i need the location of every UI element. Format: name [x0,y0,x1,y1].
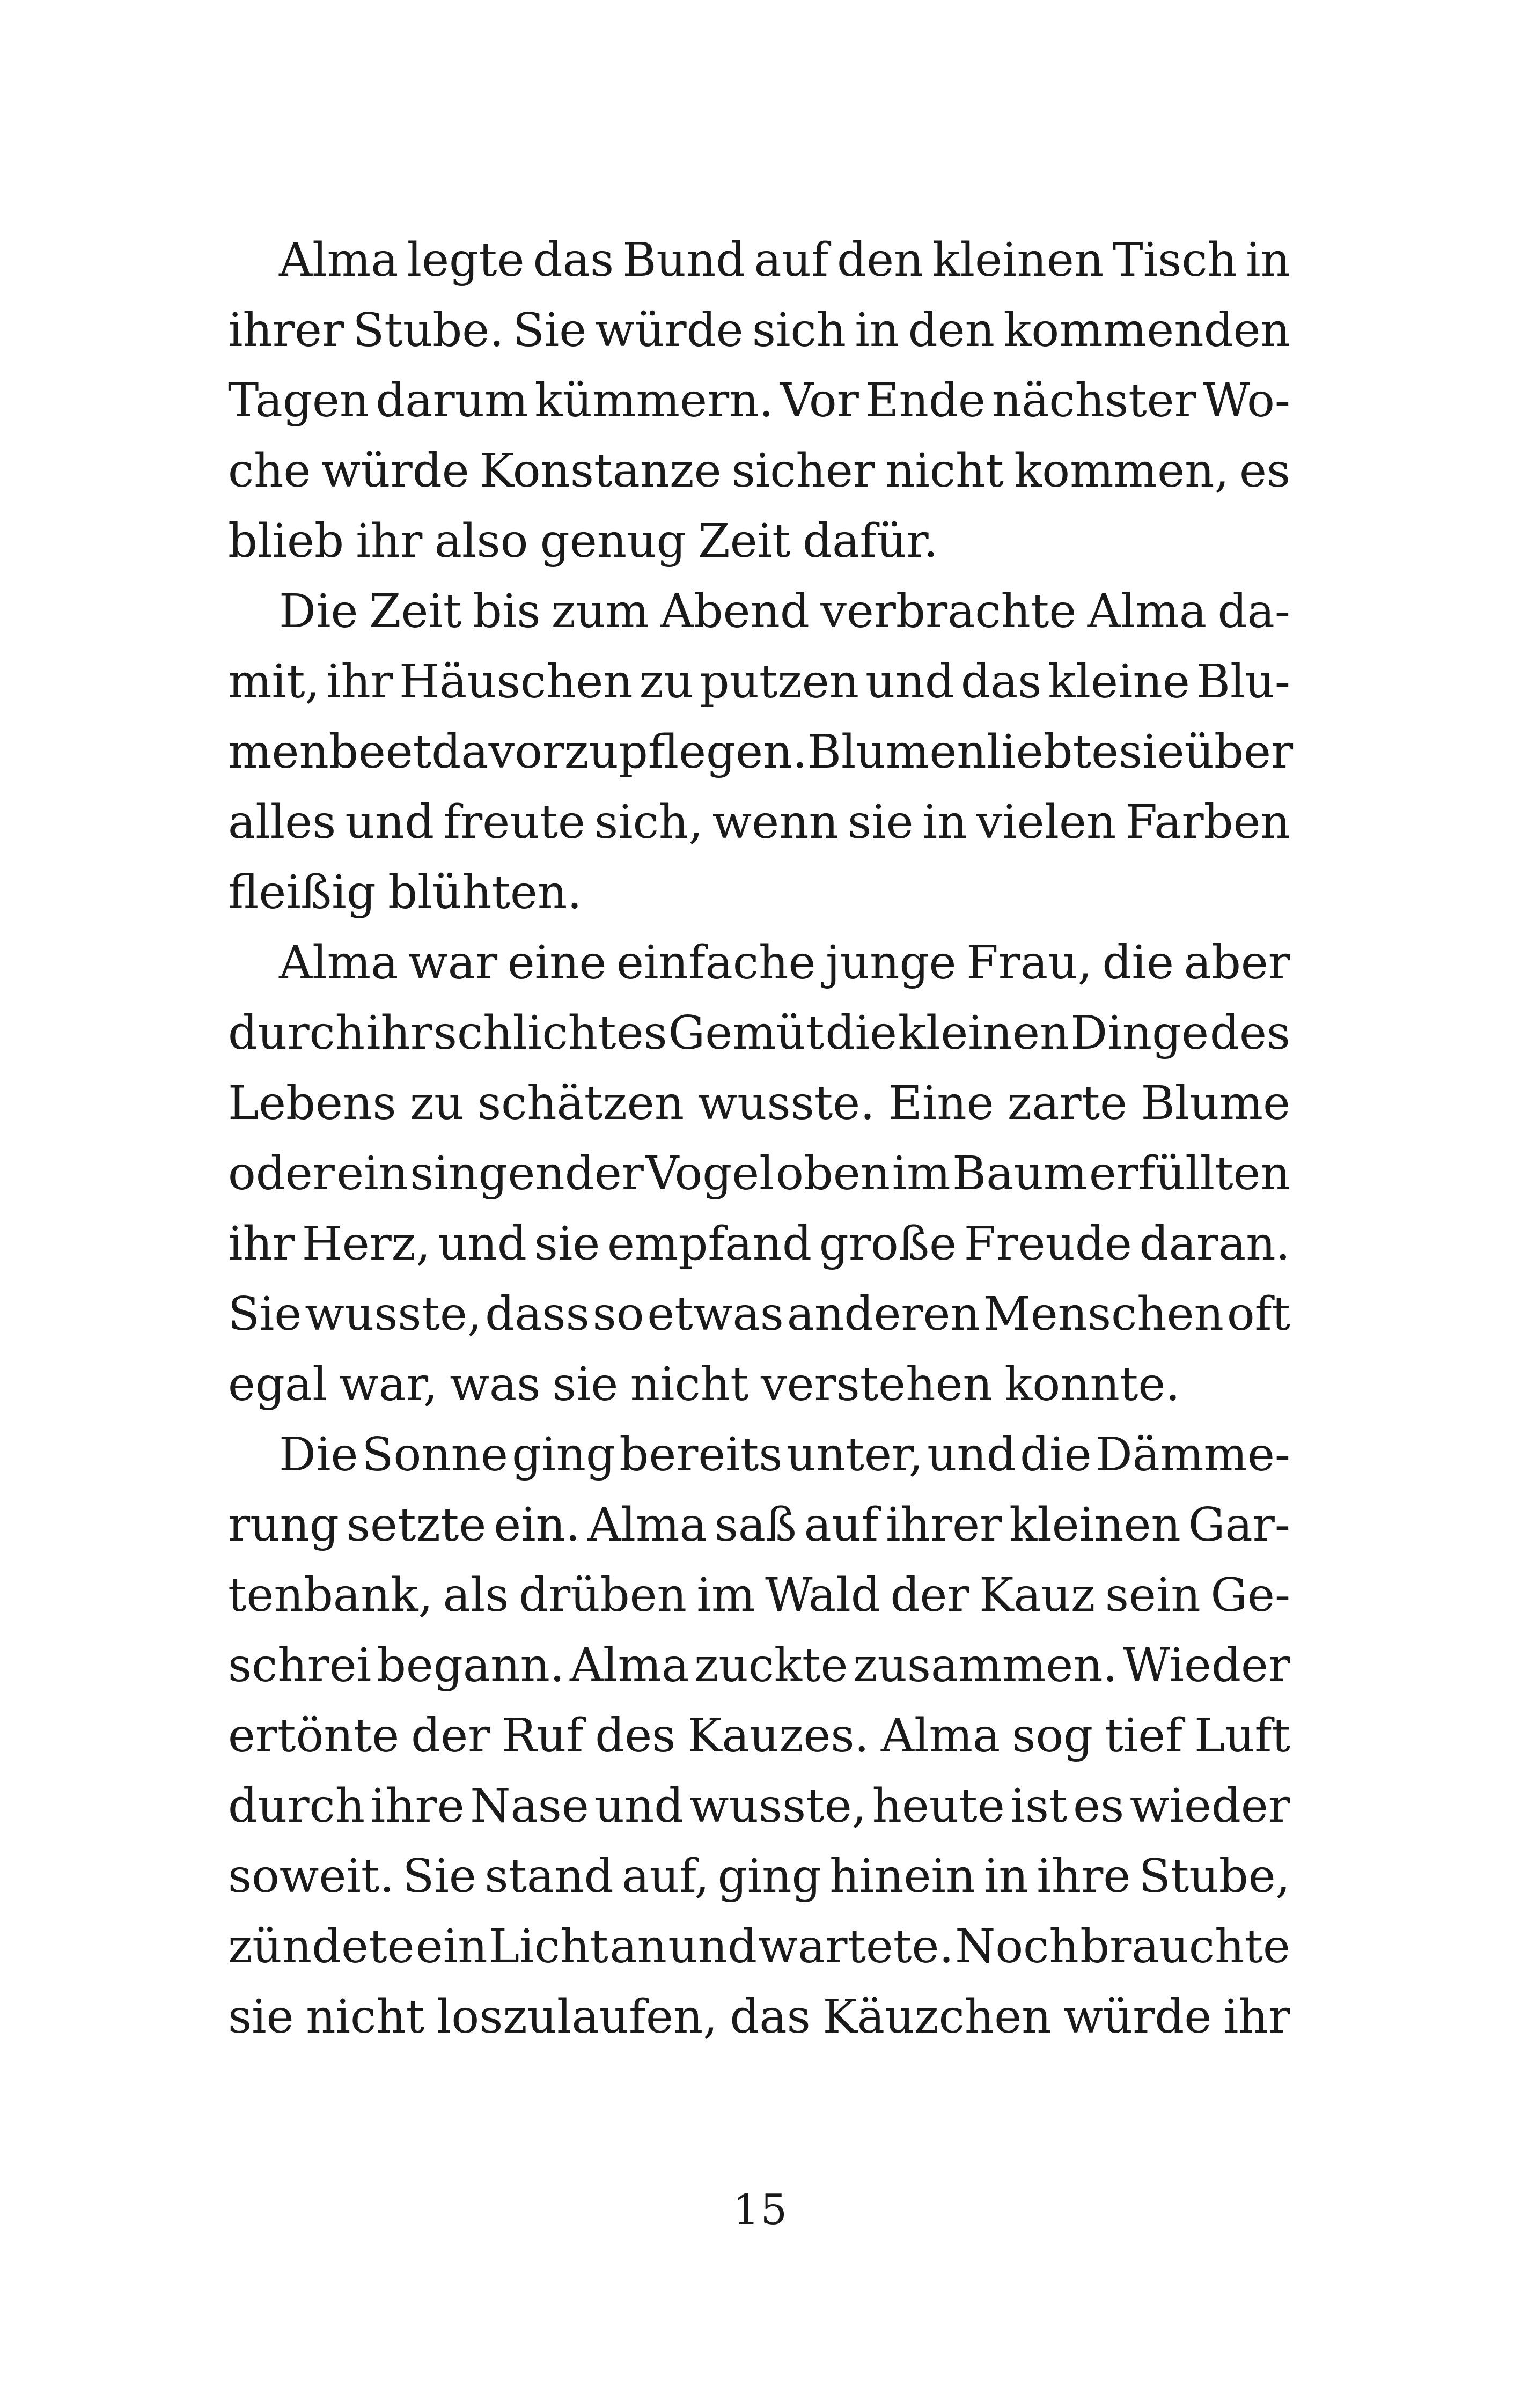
word: Frau, [966,936,1092,990]
word: erfüllten [1089,1147,1290,1201]
word: würde [595,304,744,357]
word: nicht [306,1990,425,2044]
word: Ende [865,374,986,428]
word: durch [228,1779,365,1833]
word: wieder [1129,1779,1290,1833]
word: was [450,1358,541,1411]
word: drüben [519,1568,687,1622]
word: vielen [976,796,1116,849]
word: Freude [964,1217,1132,1271]
word: würde [1063,1990,1212,2044]
word: und [927,1428,1016,1482]
word: Tisch [1112,233,1237,287]
word: Alma [1087,585,1207,638]
word: putzen [700,655,859,709]
word: daran. [1139,1217,1290,1271]
word: ertönte [228,1709,400,1763]
word: anderen [787,1287,980,1341]
word: Vogel [645,1147,774,1201]
text-line [228,1631,1290,1701]
text-line [228,647,1290,717]
text-line [228,296,1290,366]
text-line [228,506,1290,577]
word: sich [752,304,847,357]
word: ist [1010,1779,1068,1833]
word: aber [1184,936,1290,990]
word: in [1246,233,1290,287]
word: ihre [1037,1850,1131,1903]
word: Kauzes. [687,1709,869,1763]
word: Luft [1194,1709,1290,1763]
word: oder [228,1147,335,1201]
word: es [1073,1779,1125,1833]
word: Bund [622,233,746,287]
word: bis [472,585,541,638]
text-line [228,436,1290,506]
word: des [1209,1006,1290,1060]
word: und [594,1779,684,1833]
word: ihr [1223,1990,1290,2044]
word: fleißig [228,866,376,919]
word: sie [847,796,914,849]
word: Nase [470,1779,589,1833]
word: den [837,233,924,287]
word: war [408,936,498,990]
text-line [228,998,1290,1069]
word: zuckte [694,1639,848,1692]
word: Zeit [369,585,462,638]
word: dass [485,1287,590,1341]
word: etwas [647,1287,784,1341]
word: kleine [1048,655,1190,709]
word: zum [551,585,650,638]
word: Wald [765,1568,880,1622]
word: pflegen. [618,725,807,779]
word: und [865,655,954,709]
word: oben [776,1147,891,1201]
text-line [228,787,1290,858]
word: Die [279,585,358,638]
word: kümmern. [534,374,774,428]
word: begann. [376,1639,565,1692]
word: Stube, [1138,1850,1290,1903]
word: Herz, [302,1217,431,1271]
word: Dämme- [1095,1428,1290,1482]
word: Häuschen [399,655,633,709]
word: Kauz [979,1568,1096,1622]
word: Konstanze [479,444,722,498]
word: war, [339,1358,438,1411]
word: nicht [885,444,1004,498]
body-text [228,225,1294,2052]
word: auf [804,1498,879,1552]
word: oft [1226,1287,1290,1341]
word: wusste, [305,1287,482,1341]
word: ihrer [228,304,344,357]
word: sie [1119,725,1185,779]
word: zu [409,1077,464,1130]
word: die [825,1006,897,1060]
word: schlichtes [433,1006,667,1060]
word: Alma [880,1709,1001,1763]
word: über [1184,725,1294,779]
word: Sonne [362,1428,508,1482]
text-line [228,928,1290,998]
word: es [1239,444,1290,498]
text-line [228,1069,1290,1139]
word: zu [564,725,619,779]
word: Stube. [352,304,504,357]
word: ging [717,1850,821,1903]
word: liebte [986,725,1119,779]
word: blieb [228,514,344,568]
word: ihr [356,514,423,568]
word: setzte [346,1498,487,1552]
word: Gar- [1188,1498,1290,1552]
word: einfache [616,936,816,990]
word: Wieder [1122,1639,1290,1692]
word: des [595,1709,676,1763]
word: ihr [365,1006,432,1060]
word: Sie [228,1287,302,1341]
word: schrei [228,1639,372,1692]
word: die [1102,936,1174,990]
word: Licht [489,1920,608,1973]
word: Zeit [697,514,791,568]
word: und [345,796,435,849]
word: der [890,1568,969,1622]
word: an [609,1920,667,1973]
word: zündete [228,1920,415,1973]
word: Alma [569,1639,689,1692]
word: heute [872,1779,1005,1833]
word: Ge- [1210,1568,1290,1622]
word: dafür. [803,514,938,568]
word: ihre [370,1779,465,1833]
word: empfand [607,1217,812,1271]
word: schätzen [477,1077,685,1130]
word: ein. [494,1498,581,1552]
word: sog [1012,1709,1093,1763]
text-line [228,1490,1290,1560]
word: wusste. [697,1077,875,1130]
word: konnte. [1004,1358,1180,1411]
text-line [228,1350,1290,1420]
word: Alma [279,936,399,990]
word: in [983,1850,1028,1903]
text-line [228,1139,1290,1209]
word: Die [279,1428,358,1482]
word: hinein [829,1850,976,1903]
word: ihr [228,1217,295,1271]
word: Noch [955,1920,1079,1973]
word: Blume [1141,1077,1290,1130]
word: loszulaufen, [436,1990,718,2044]
word: da- [1217,585,1290,638]
word: egal [228,1358,327,1411]
word: sie [534,1217,600,1271]
word: mit, [228,655,320,709]
word: zusammen. [853,1639,1118,1692]
word: im [892,1147,951,1201]
word: eine [507,936,607,990]
word: verbrachte [820,585,1077,638]
word: wartete. [758,1920,954,1973]
word: Dinge [1070,1006,1209,1060]
word: in [922,796,967,849]
word: kommenden [1003,304,1290,357]
word: den [908,304,995,357]
word: sie [228,1990,294,2044]
word: Menschen [983,1287,1224,1341]
word: tenbank, [228,1568,433,1622]
word: singender [410,1147,644,1201]
word: kleinen [898,1006,1070,1060]
text-line [228,1420,1290,1490]
word: Abend [660,585,810,638]
word: stand [484,1850,614,1903]
word: der [411,1709,490,1763]
word: Tagen [228,374,370,428]
word: saß [714,1498,797,1552]
word: und [438,1217,527,1271]
word: Wo- [1202,374,1290,428]
text-line [228,1771,1290,1842]
word: alles [228,796,336,849]
word: Baum [952,1147,1088,1201]
word: ihr [326,655,393,709]
word: davor [431,725,565,779]
word: Ruf [502,1709,584,1763]
word: ein [415,1920,488,1973]
text-line [228,577,1290,647]
word: also [434,514,528,568]
text-line [228,366,1290,436]
word: wusste, [689,1779,866,1833]
text-line [228,1982,1290,2052]
word: kleinen [1009,1498,1181,1552]
word: unter, [786,1428,923,1482]
word: freute [443,796,585,849]
word: sein [1105,1568,1201,1622]
word: im [696,1568,755,1622]
word: ein [336,1147,409,1201]
word: brauchte [1080,1920,1290,1973]
word: soweit. [228,1850,394,1903]
word: auf [754,233,828,287]
word: Lebens [228,1077,396,1130]
word: das [730,1990,811,2044]
word: als [443,1568,509,1622]
word: ging [512,1428,616,1482]
word: so [592,1287,644,1341]
word: Vor [780,374,859,428]
word: Alma [587,1498,707,1552]
text-line [228,225,1290,296]
word: Farben [1125,796,1290,849]
word: sicher [731,444,875,498]
text-line [228,1560,1290,1631]
word: che [228,444,311,498]
word: Eine [888,1077,994,1130]
word: Blumen [807,725,987,779]
word: genug [540,514,686,568]
text-line [228,1912,1290,1982]
word: Gemüt [668,1006,825,1060]
text-line [228,1209,1290,1279]
text-line [228,1842,1290,1912]
word: die [1020,1428,1092,1482]
word: zu [639,655,694,709]
word: rung [228,1498,339,1552]
word: tief [1105,1709,1183,1763]
word: Blu- [1196,655,1290,709]
text-line [228,1279,1290,1350]
word: kommen, [1014,444,1229,498]
word: nächster [991,374,1196,428]
word: menbeet [228,725,432,779]
word: junge [826,936,957,990]
word: würde [321,444,469,498]
word: wenn [712,796,839,849]
word: nicht [630,1358,749,1411]
word: Alma [279,233,399,287]
word: sich, [594,796,703,849]
text-line [228,858,1290,928]
word: durch [228,1006,365,1060]
text-line [228,1701,1290,1771]
word: legte [407,233,525,287]
word: große [819,1217,957,1271]
word: ihrer [886,1498,1002,1552]
word: Sie [402,1850,476,1903]
word: kleinen [932,233,1104,287]
word: verstehen [761,1358,993,1411]
page-number: 15 [732,2186,789,2234]
word: Käuzchen [822,1990,1052,2044]
word: in [855,304,900,357]
word: zarte [1007,1077,1128,1130]
word: das [960,655,1042,709]
word: bereits [619,1428,783,1482]
word: Sie [512,304,587,357]
word: darum [376,374,528,428]
word: das [533,233,614,287]
word: auf, [622,1850,710,1903]
word: und [668,1920,758,1973]
word: blühten. [388,866,582,919]
word: sie [552,1358,619,1411]
text-line [228,717,1294,787]
